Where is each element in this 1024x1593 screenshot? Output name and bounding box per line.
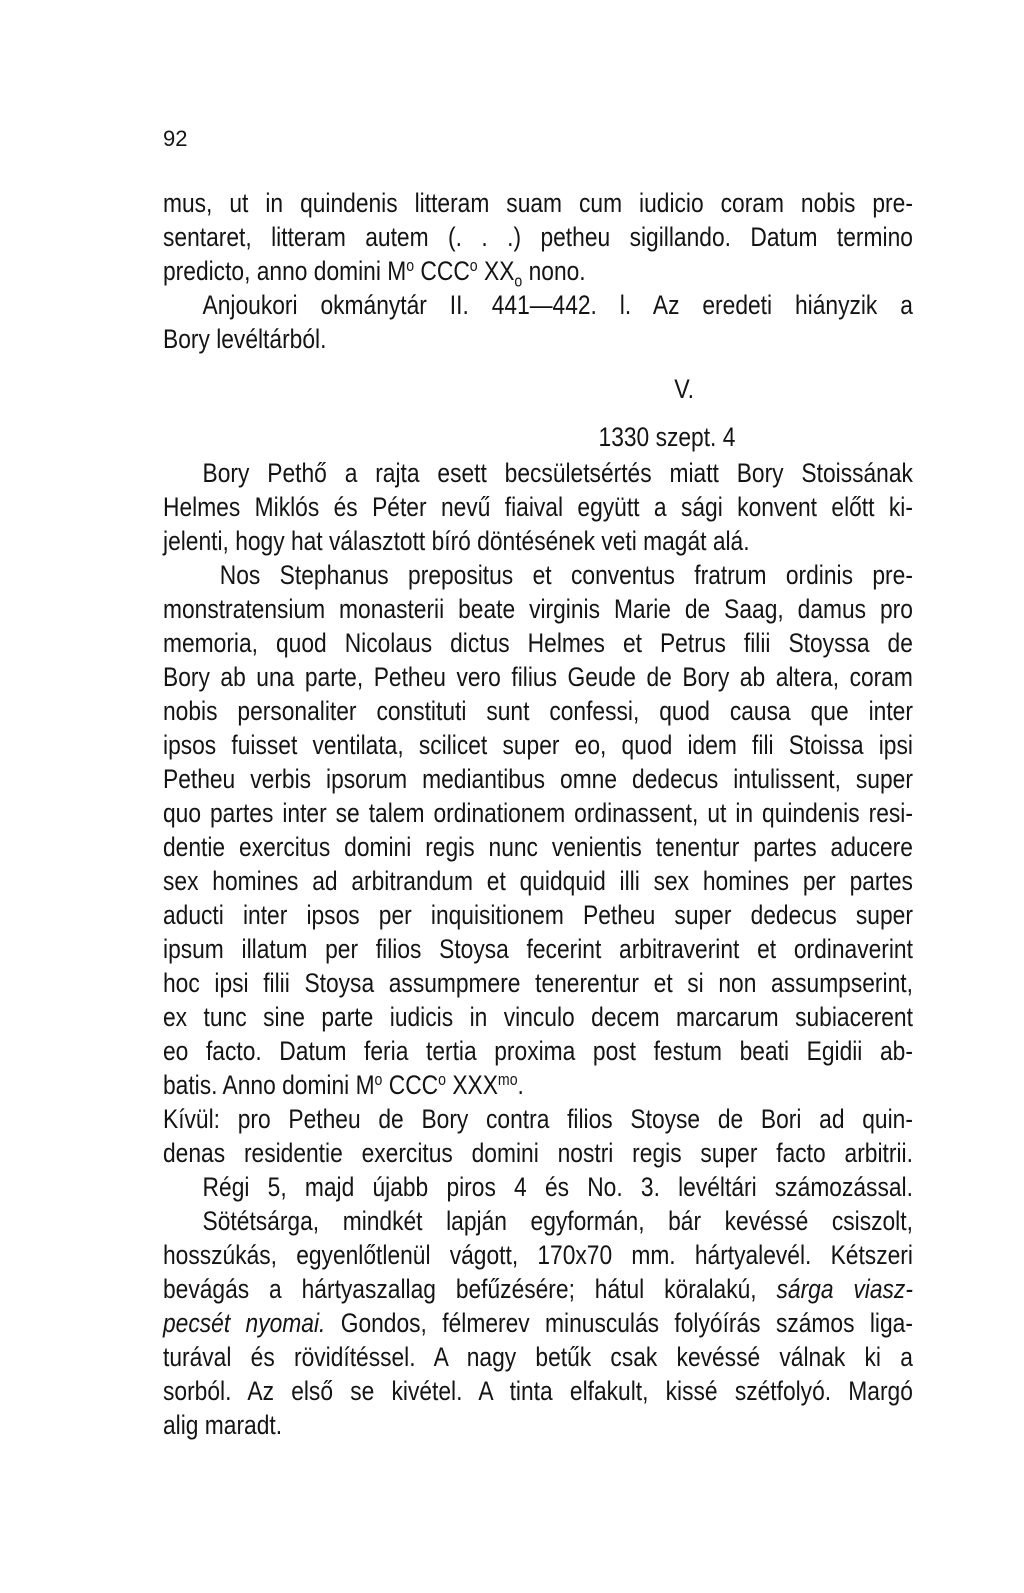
latin-line: eo facto. Datum feria tertia proxima post festum beati Egidii ab- [163, 1036, 913, 1066]
latin-line [163, 558, 913, 592]
body-text [163, 186, 913, 1442]
text-run: Gondos, félmerev minusculás folyóírás számos liga- [325, 1308, 913, 1338]
description-line [163, 1204, 913, 1238]
latin-line: ex tunc sine parte iudicis in vinculo decem marcarum subiacerent [163, 1002, 913, 1032]
subscript: o [514, 272, 523, 291]
text-run: CCC [414, 256, 470, 286]
text-line: mus, ut in quindenis litteram suam cum iudicio coram nobis pre- [163, 188, 913, 218]
latin-line: sex homines ad arbitrandum et quidquid illi sex homines per partes [163, 866, 913, 896]
description-line [163, 1306, 913, 1340]
latin-line: ipsum illatum per filios Stoysa fecerint arbitraverint et ordinaverint [163, 934, 913, 964]
section-date-text: 1330 szept. 4 [598, 422, 736, 452]
endorsement-line: Kívül: pro Petheu de Bory contra filios Stoyse de Bori ad quin- [163, 1104, 913, 1134]
text-run: . [517, 1070, 524, 1100]
superscript: mo [497, 1070, 518, 1089]
text-run: Nos Stephanus prepositus et conventus fratrum ordinis pre- [219, 560, 913, 590]
text-run: bevágás a hártyaszallag befűzésére; hátul köralakú, [163, 1274, 777, 1304]
text-run: batis. Anno domini M [163, 1070, 375, 1100]
summary-line: Helmes Miklós és Péter nevű fiaival együtt a sági konvent előtt ki- [163, 492, 913, 522]
section-numeral-text: V. [674, 374, 695, 404]
description-line: alig maradt. [163, 1410, 283, 1440]
text-run: XXX [445, 1070, 498, 1100]
latin-line: Petheu verbis ipsorum mediantibus omne dedecus intulissent, super [163, 764, 913, 794]
numbering-line [163, 1170, 913, 1204]
summary-line [163, 456, 913, 490]
text-run: XX [477, 256, 515, 286]
description-line: hosszúkás, egyenlőtlenül vágott, 170x70 mm. hártyalevél. Kétszeri [163, 1240, 913, 1270]
latin-line: ipsos fuisset ventilata, scilicet super eo, quod idem fili Stoissa ipsi [163, 730, 913, 760]
section-numeral [163, 360, 913, 418]
latin-line: memoria, quod Nicolaus dictus Helmes et Petrus filii Stoyssa de [163, 628, 913, 658]
latin-line: Bory ab una parte, Petheu vero filius Geude de Bory ab altera, coram [163, 662, 913, 692]
latin-line: nobis personaliter constituti sunt confessi, quod causa que inter [163, 696, 913, 726]
page-number: 92 [163, 126, 188, 151]
endorsement-line: denas residentie exercitus domini nostri regis super facto arbitrii. [163, 1138, 913, 1168]
latin-line: aducti inter ipsos per inquisitionem Petheu super dedecus super [163, 900, 913, 930]
text-run: nono. [522, 256, 586, 286]
superscript: o [438, 1070, 446, 1089]
italic-run: sárga viasz- [776, 1274, 913, 1304]
italic-run: pecsét nyomai. [163, 1308, 326, 1338]
text-run: CCC [382, 1070, 439, 1100]
summary-line: jelenti, hogy hat választott bíró döntésének veti magát alá. [163, 526, 750, 556]
text-run: Régi 5, majd újabb piros 4 és No. 3. levéltári számozással. [202, 1172, 913, 1202]
text-line [163, 254, 808, 291]
latin-line: quo partes inter se talem ordinationem ordinassent, ut in quindenis resi- [163, 798, 913, 828]
superscript: o [469, 256, 478, 275]
description-line: sorból. Az első se kivétel. A tinta elfakult, kissé szétfolyó. Margó [163, 1376, 913, 1406]
superscript: o [406, 256, 415, 275]
latin-line: monstratensium monasterii beate virginis Marie de Saag, damus pro [163, 594, 913, 624]
superscript: o [374, 1070, 383, 1089]
latin-line: hoc ipsi filii Stoysa assumpmere tenerentur et si non assumpserint, [163, 968, 913, 998]
latin-line [163, 1068, 808, 1102]
text-run: Anjoukori okmánytár II. 441—442. l. Az eredeti hiányzik a [202, 290, 913, 320]
text-run: Sötétsárga, mindkét lapján egyformán, bár kevéssé csiszolt, [202, 1206, 913, 1236]
section-date [163, 418, 913, 456]
text-run: Bory Pethő a rajta esett becsületsértés miatt Bory Stoissának [202, 458, 913, 488]
description-line: turával és rövidítéssel. A nagy betűk csak kevéssé válnak ki a [163, 1342, 913, 1372]
latin-line: dentie exercitus domini regis nunc venientis tenentur partes aducere [163, 832, 913, 862]
text-run: predicto, anno domini M [163, 256, 407, 286]
note-line [163, 288, 913, 322]
note-line: Bory levéltárból. [163, 324, 327, 354]
text-line: sentaret, litteram autem (. . .) petheu sigillando. Datum termino [163, 222, 913, 252]
description-line [163, 1272, 913, 1306]
